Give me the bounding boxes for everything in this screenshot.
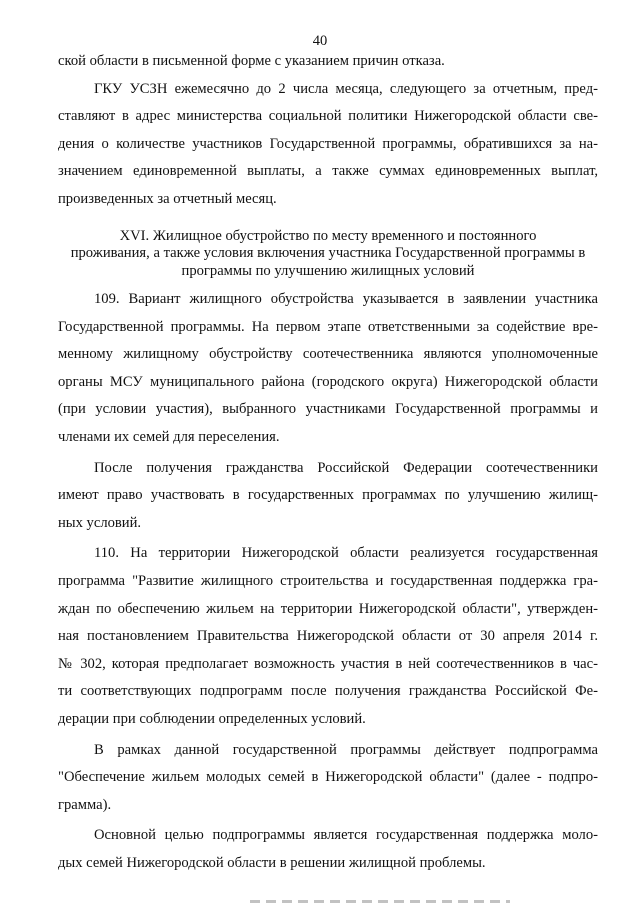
text-line: ти соответствующих подпрограмм после получения гражданства Российской Фе- bbox=[58, 683, 598, 700]
text-line: Основной целью подпрограммы является государственная поддержка моло- bbox=[94, 827, 598, 844]
text-line: органы МСУ муниципального района (городского округа) Нижегородской области bbox=[58, 373, 598, 390]
text-line: ставляют в адрес министерства социальной политики Нижегородской области све- bbox=[58, 108, 598, 125]
text-line: № 302, которая предполагает возможность участия в ней соотечественников в час- bbox=[58, 655, 598, 672]
paragraph-block-main bbox=[58, 286, 598, 877]
text-line: имеют право участвовать в государственных программах по улучшению жилищ- bbox=[58, 487, 598, 504]
text-line: ная постановлением Правительства Нижегородской области от 30 апреля 2014 г. bbox=[58, 628, 598, 645]
text-line: дых семей Нижегородской области в решении жилищной проблемы. bbox=[58, 854, 486, 871]
text-line: ждан по обеспечению жильем на территории Нижегородской области", утвержден- bbox=[58, 600, 598, 617]
text-line: "Обеспечение жильем молодых семей в Нижегородской области" (далее - подпро- bbox=[58, 769, 598, 786]
text-line: 110. На территории Нижегородской области реализуется государственная bbox=[94, 545, 598, 562]
text-line: После получения гражданства Российской Федерации соотечественники bbox=[94, 459, 598, 476]
paragraph-block-intro bbox=[58, 48, 598, 214]
text-line: (при условии участия), выбранного участниками Государственной программы и bbox=[58, 401, 598, 418]
text-line: членами их семей для переселения. bbox=[58, 429, 280, 446]
text-line: Государственной программы. На первом этапе ответственными за содействие вре- bbox=[58, 318, 598, 335]
section-heading bbox=[58, 228, 598, 281]
text-line: ГКУ УСЗН ежемесячно до 2 числа месяца, следующего за отчетным, пред- bbox=[94, 80, 598, 97]
text-line: грамма). bbox=[58, 796, 112, 813]
text-line: значением единовременной выплаты, а также суммах единовременных выплат, bbox=[58, 163, 598, 180]
text-line: ской области в письменной форме с указанием причин отказа. bbox=[58, 53, 445, 69]
heading-line: XVI. Жилищное обустройство по месту временного и постоянного bbox=[119, 227, 537, 244]
scan-artifact-marks bbox=[250, 900, 510, 903]
text-line: ных условий. bbox=[58, 514, 142, 531]
text-line: В рамках данной государственной программы действует подпрограмма bbox=[94, 741, 598, 758]
text-line: 109. Вариант жилищного обустройства указывается в заявлении участника bbox=[94, 291, 598, 308]
heading-line: проживания, а также условия включения участника Государственной программы в bbox=[70, 245, 586, 262]
page-number: 40 bbox=[312, 33, 328, 49]
text-line: менному жилищному обустройству соотечественника являются уполномоченные bbox=[58, 346, 598, 363]
text-line: дения о количестве участников Государственной программы, обратившихся за на- bbox=[58, 135, 598, 152]
text-line: произведенных за отчетный месяц. bbox=[58, 190, 277, 207]
text-line: программа "Развитие жилищного строительства и государственная поддержка гра- bbox=[58, 573, 598, 589]
heading-line: программы по улучшению жилищных условий bbox=[181, 262, 475, 279]
document-body bbox=[58, 48, 598, 878]
text-line: дерации при соблюдении определенных условий. bbox=[58, 710, 366, 727]
